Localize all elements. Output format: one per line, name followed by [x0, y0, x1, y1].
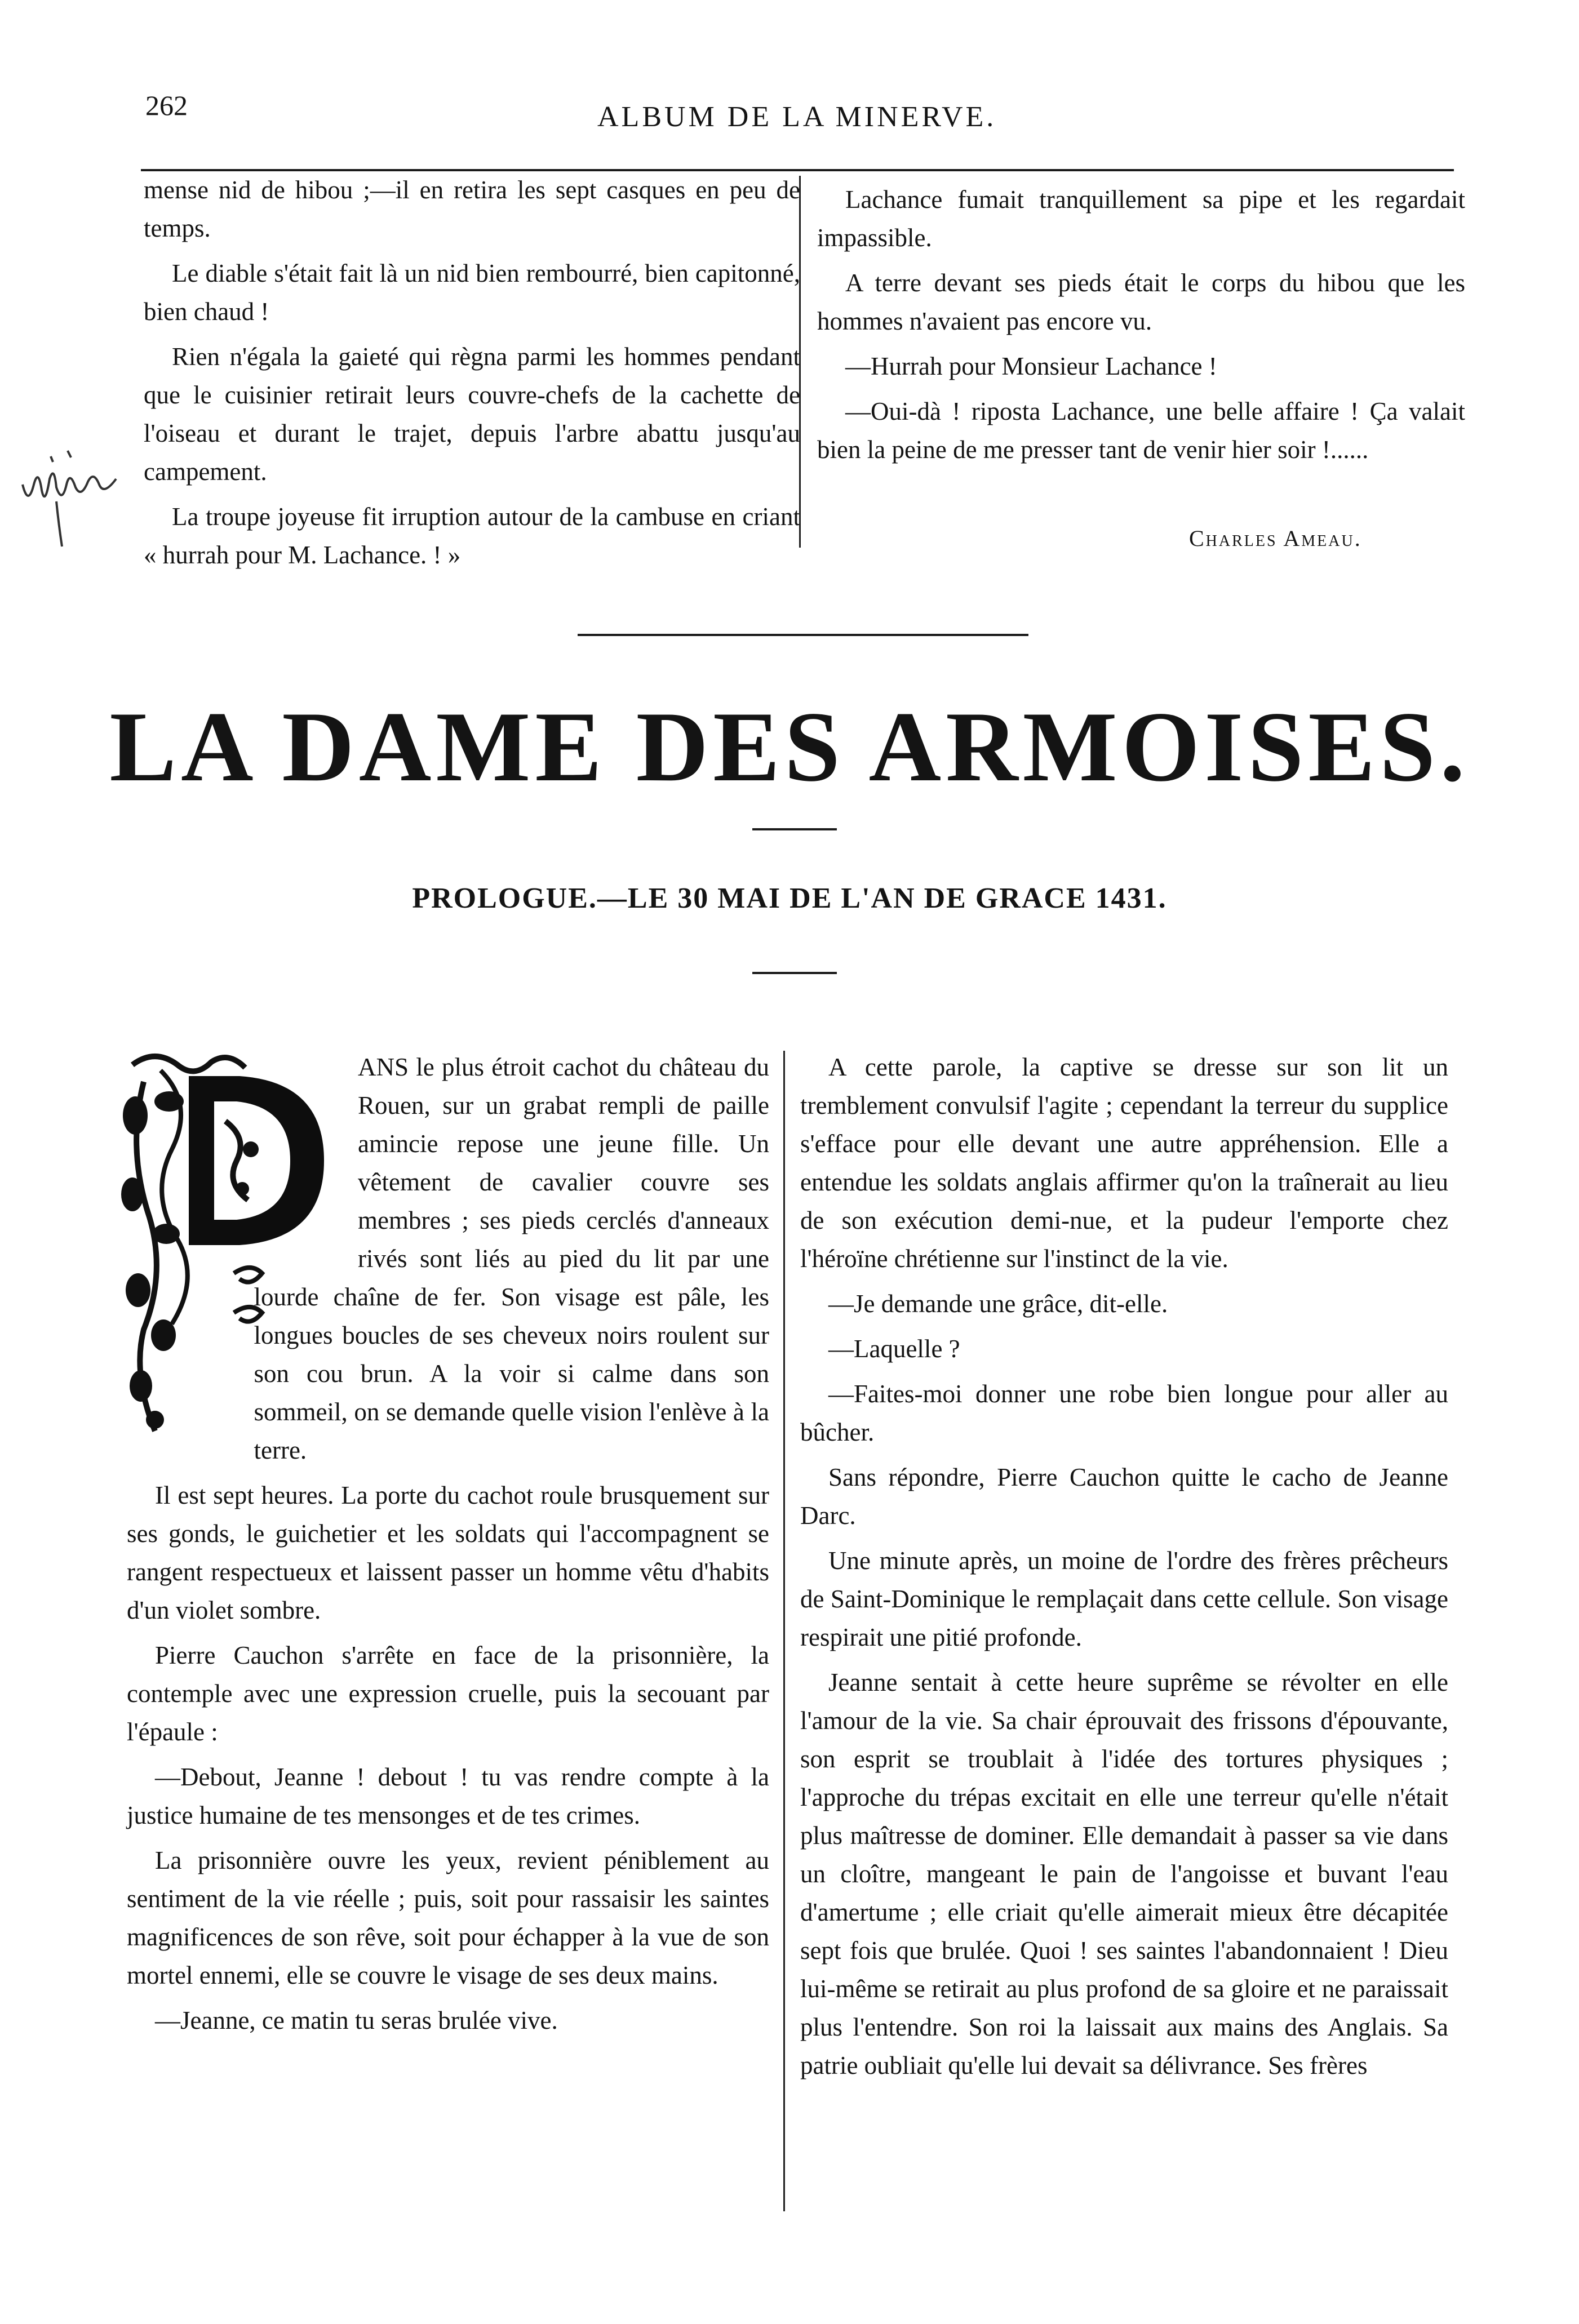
article-continuation-right [817, 180, 1465, 476]
page-number: 262 [145, 90, 188, 121]
paragraph: —Oui-dà ! riposta Lachance, une belle affaire ! Ça valait bien la peine de me presser tant de venir hier soir !...... [817, 397, 1465, 464]
column-divider [783, 1051, 785, 2211]
paragraph: La prisonnière ouvre les yeux, revient péniblement au sentiment de la vie réelle ; puis, soit pour rassaisir les saintes magnificences de son rêve, soit pour échapper à la vue de son mortel ennemi, elle se couvre le visage de ses deux mains. [127, 1846, 769, 1989]
paragraph: La troupe joyeuse fit irruption autour de la cambuse en criant « hurrah pour M. Lachance. ! » [144, 503, 800, 569]
article-continuation-left [144, 171, 800, 581]
title-rule [752, 828, 837, 830]
paragraph: —Faites-moi donner une robe bien longue pour aller au bûcher. [800, 1380, 1448, 1446]
paragraph: A terre devant ses pieds était le corps du hibou que les hommes n'avaient pas encore vu. [817, 269, 1465, 335]
paragraph: Rien n'égala la gaieté qui règna parmi les hommes pendant que le cuisinier retirait leurs couvre-chefs de la cachette de l'oiseau et durant le trajet, depuis l'arbre abattu jusqu'au campement. [144, 343, 800, 486]
column-divider [799, 176, 801, 548]
section-separator-rule [578, 634, 1028, 636]
article-subtitle: PROLOGUE.—LE 30 MAI DE L'AN DE GRACE 1431. [412, 882, 1167, 914]
paragraph: Le diable s'était fait là un nid bien rembourré, bien capitonné, bien chaud ! [144, 259, 800, 326]
handwritten-margin-note-icon [17, 434, 152, 558]
paragraph: —Laquelle ? [828, 1335, 960, 1363]
paragraph: —Hurrah pour Monsieur Lachance ! [845, 352, 1217, 380]
paragraph: Pierre Cauchon s'arrête en face de la prisonnière, la contemple avec une expression cruelle, puis la secouant par l'épaule : [127, 1641, 769, 1746]
paragraph: ANS le plus étroit cachot du château du Rouen, sur un grabat rempli de paille amincie repose une jeune fille. Un vêtement de cavalier couvre ses membres ; ses pieds cerclés d'anneaux rivés sont liés au pied du lit par une lourde chaîne de fer. Son visage est pâle, les longues boucles de ses cheveux noirs roulent sur son cou brun. A la voir si calme dans son sommeil, on se demande quelle vision l'enlève à la terre. [254, 1053, 769, 1464]
paragraph: —Je demande une grâce, dit-elle. [828, 1290, 1168, 1318]
paragraph: mense nid de hibou ;—il en retira les sept casques en peu de temps. [144, 176, 800, 242]
paragraph: Sans répondre, Pierre Cauchon quitte le cacho de Jeanne Darc. [800, 1463, 1448, 1530]
paragraph: Il est sept heures. La porte du cachot roule brusquement sur ses gonds, le guichetier et les soldats qui l'accompagnent se rangent respectueux et laissent passer un homme vêtu d'habits d'un violet sombre. [127, 1481, 769, 1624]
article-title: LA DAME DES ARMOISES. [109, 691, 1470, 802]
paragraph: Lachance fumait tranquillement sa pipe et les regardait impassible. [817, 185, 1465, 252]
paragraph: Une minute après, un moine de l'ordre des frères prêcheurs de Saint-Dominique le remplaçait dans cette cellule. Son visage respirait une pitié profonde. [800, 1547, 1448, 1651]
article-body-left [127, 1048, 769, 2046]
paragraph: —Jeanne, ce matin tu seras brulée vive. [155, 2006, 558, 2034]
paragraph: Jeanne sentait à cette heure suprême se révolter en elle l'amour de la vie. Sa chair éprouvait des frissons d'épouvante, son esprit se troublait à l'idée des tortures physiques ; l'approche du trépas excitait en elle une terreur qu'elle n'était plus maîtresse de dominer. Elle demandait à passer sa vie dans un cloître, mangeant le pain de l'angoisse et buvant l'eau d'amertume ; elle criait qu'elle aimerait mieux être décapitée sept fois que brulée. Quoi ! ses saintes l'abandonnaient ! Dieu lui-même se retirait au plus profond de sa gloire et ne paraissait plus l'entendre. Son roi la laissait aux mains des Anglais. Sa patrie oubliait qu'elle lui devait sa délivrance. Ses frères [800, 1668, 1448, 2079]
paragraph: A cette parole, la captive se dresse sur son lit un tremblement convulsif l'agite ; cependant la terreur du supplice s'efface pour elle devant une autre appréhension. Elle a entendue les soldats anglais affirmer qu'on la traînerait au lieu de son exécution demi-nue, et la pudeur l'emporte chez l'héroïne chrétienne sur l'instinct de la vie. [800, 1053, 1448, 1273]
subtitle-rule [752, 972, 837, 974]
running-head: ALBUM DE LA MINERVE. [597, 101, 997, 133]
paragraph: —Debout, Jeanne ! debout ! tu vas rendre compte à la justice humaine de tes mensonges et de tes crimes. [127, 1763, 769, 1829]
article-body-right [800, 1048, 1448, 2091]
author-signature: Charles Ameau. [1189, 526, 1362, 551]
